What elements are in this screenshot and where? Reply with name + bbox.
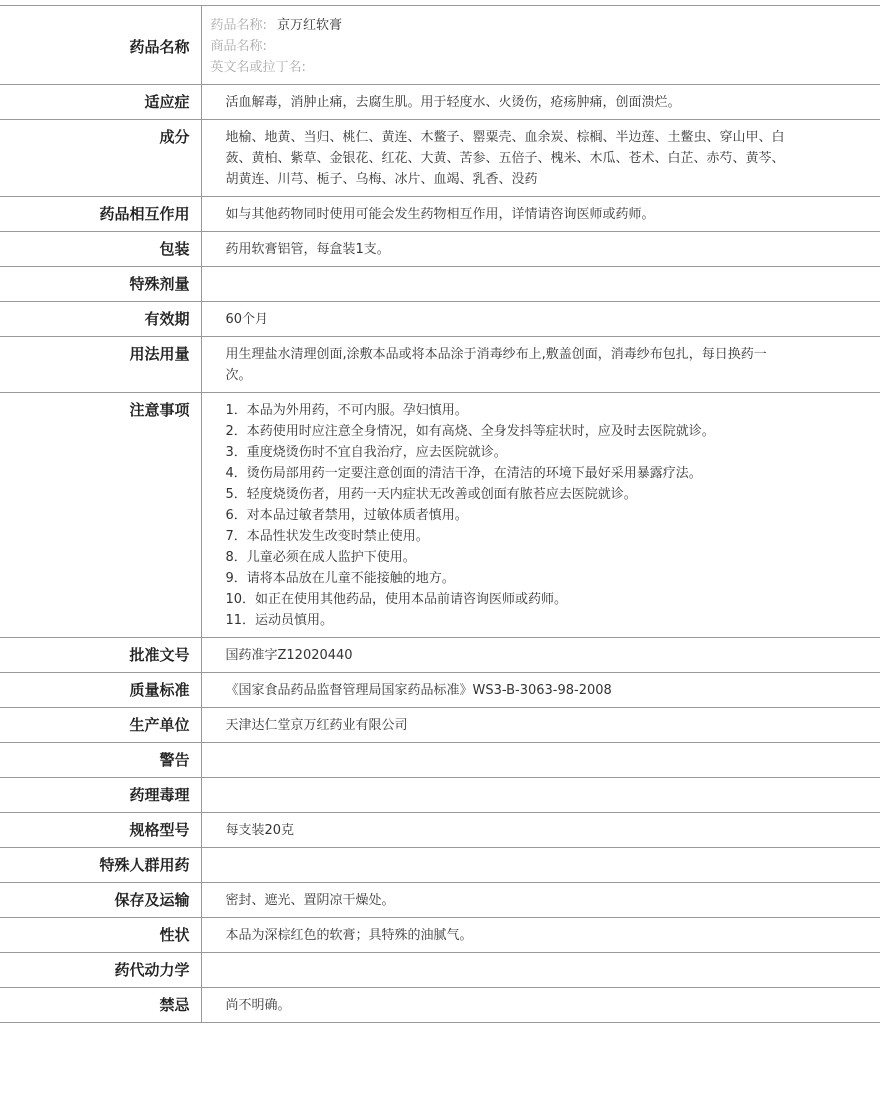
row-label: 用法用量 [0,337,201,393]
list-item: 11．运动员慎用。 [225,613,334,628]
precautions-cell [201,393,880,638]
row-label: 禁忌 [0,988,201,1023]
generic-name-value: 京万红软膏 [277,18,343,33]
precautions-list [226,400,873,631]
row-interactions [0,197,880,232]
list-item: 7．本品性状发生改变时禁止使用。 [225,529,429,544]
row-name [0,6,880,85]
list-item: 1．本品为外用药，不可内服。孕妇慎用。 [225,403,468,418]
row-quality-standard [0,673,880,708]
row-value: 本品为深棕红色的软膏；具特殊的油腻气。 [225,928,473,943]
row-value [201,778,880,813]
row-special-dosage [0,267,880,302]
row-precautions [0,393,880,638]
row-specification [0,813,880,848]
row-usage [0,337,880,393]
row-pharmacokinetics [0,953,880,988]
list-item: 4．烫伤局部用药一定要注意创面的清洁干净，在清洁的环境下最好采用暴露疗法。 [225,466,702,481]
name-cell [201,6,880,85]
row-label: 特殊剂量 [0,267,201,302]
trade-name-key: 商品名称: [210,39,267,54]
row-label: 批准文号 [0,638,201,673]
row-label: 规格型号 [0,813,201,848]
row-pharmacology [0,778,880,813]
row-label: 药代动力学 [0,953,201,988]
row-label: 药理毒理 [0,778,201,813]
row-value: 天津达仁堂京万红药业有限公司 [225,718,408,733]
row-label: 适应症 [0,85,201,120]
row-contraindications [0,988,880,1023]
list-item: 5．轻度烧烫伤者，用药一天内症状无改善或创面有脓苔应去医院就诊。 [225,487,637,502]
row-approval-number [0,638,880,673]
row-warning [0,743,880,778]
row-value: 密封、遮光、置阴凉干燥处。 [225,893,395,908]
row-label: 注意事项 [0,393,201,638]
generic-name-key: 药品名称: [210,18,267,33]
row-value: 尚不明确。 [225,998,291,1013]
trade-name-line [211,36,873,57]
row-description [0,918,880,953]
row-ingredients [0,120,880,197]
row-label: 成分 [0,120,201,197]
list-item: 8．儿童必须在成人监护下使用。 [225,550,416,565]
row-value: 60个月 [225,312,269,327]
list-item: 9．请将本品放在儿童不能接触的地方。 [225,571,455,586]
row-label: 警告 [0,743,201,778]
row-value: 每支装20克 [225,823,295,838]
list-item: 3．重度烧烫伤时不宜自我治疗，应去医院就诊。 [225,445,507,460]
row-value: 国药准字Z12020440 [225,648,353,663]
row-value: 药用软膏铝管，每盒装1支。 [225,242,390,257]
row-value [201,953,880,988]
english-name-line [211,57,873,78]
row-label: 药品名称 [0,6,201,85]
row-value: 《国家食品药品监督管理局国家药品标准》WS3-B-3063-98-2008 [225,683,612,698]
row-label: 特殊人群用药 [0,848,201,883]
row-packaging [0,232,880,267]
row-manufacturer [0,708,880,743]
row-special-population [0,848,880,883]
row-label: 保存及运输 [0,883,201,918]
row-label: 质量标准 [0,673,201,708]
row-value: 用生理盐水清理创面,涂敷本品或将本品涂于消毒纱布上,敷盖创面，消毒纱布包扎，每日换药一次。 [225,347,767,383]
row-value [201,743,880,778]
row-storage [0,883,880,918]
drug-spec-table [0,5,880,1023]
row-label: 生产单位 [0,708,201,743]
row-shelf-life [0,302,880,337]
list-item: 10．如正在使用其他药品，使用本品前请咨询医师或药师。 [225,592,568,607]
row-label: 有效期 [0,302,201,337]
row-value: 地榆、地黄、当归、桃仁、黄连、木鳖子、罂粟壳、血余炭、棕榈、半边莲、土鳖虫、穿山甲、白蔹、黄柏、紫草、金银花、红花、大黄、苦参、五倍子、槐米、木瓜、苍术、白芷、赤芍、黄芩、胡黄连、川芎、栀子、乌梅、冰片、血竭、乳香、没药 [225,130,785,187]
row-value [201,848,880,883]
english-name-key: 英文名或拉丁名: [210,60,306,75]
row-value: 活血解毒，消肿止痛，去腐生肌。用于轻度水、火烫伤，疮疡肿痛，创面溃烂。 [225,95,681,110]
row-value: 如与其他药物同时使用可能会发生药物相互作用，详情请咨询医师或药师。 [225,207,655,222]
row-label: 药品相互作用 [0,197,201,232]
list-item: 6．对本品过敏者禁用，过敏体质者慎用。 [225,508,468,523]
generic-name-line [211,15,873,36]
row-indications [0,85,880,120]
row-value [201,267,880,302]
row-label: 性状 [0,918,201,953]
row-label: 包装 [0,232,201,267]
list-item: 2．本药使用时应注意全身情况，如有高烧、全身发抖等症状时，应及时去医院就诊。 [225,424,715,439]
